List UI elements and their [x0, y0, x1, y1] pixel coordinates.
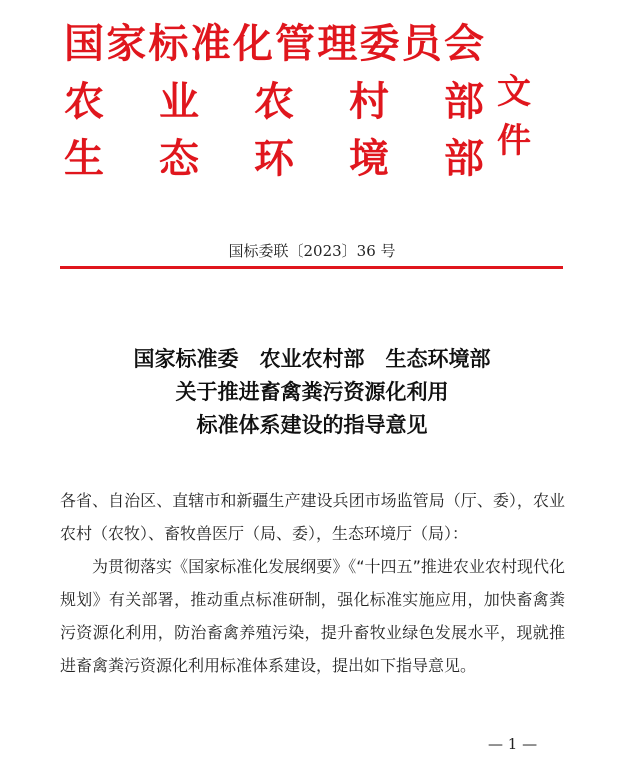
- issuer-char: 理: [317, 19, 358, 67]
- issuer-header: [64, 16, 564, 186]
- issuer-char: 业: [159, 77, 199, 125]
- issuer-line-moa: [64, 74, 484, 125]
- document-number: 国标委联〔2023〕36 号: [228, 242, 396, 260]
- file-label: 文件: [497, 72, 531, 161]
- page-number: — 1 —: [488, 735, 538, 753]
- title-line: 国家标准委 农业农村部 生态环境部: [133, 347, 491, 371]
- issuer-char: 农: [64, 77, 104, 125]
- issuer-line-sac: [64, 16, 484, 67]
- document-title: [0, 343, 624, 442]
- addressee-paragraph: 各省、自治区、直辖市和新疆生产建设兵团市场监管局（厅、委），农业农村（农牧）、畜牧兽医厅（局、委），生态环境厅（局）：: [60, 491, 565, 543]
- issuer-char: 化: [232, 19, 273, 67]
- issuer-char: 环: [254, 134, 294, 182]
- issuer-char: 委: [359, 19, 400, 67]
- issuer-char: 境: [349, 134, 389, 182]
- body-paragraph: 为贯彻落实《国家标准化发展纲要》《“十四五”推进农业农村现代化规划》有关部署，推动重点标准研制，强化标准实施应用，加快畜禽粪污资源化利用，防治畜禽养殖污染，提升畜牧业绿色发展水平，现就推进畜禽粪污资源化利用标准体系建设，提出如下指导意见。: [60, 557, 565, 675]
- issuer-char: 村: [349, 77, 389, 125]
- issuer-char: 态: [159, 134, 199, 182]
- issuer-char: 部: [444, 134, 484, 182]
- issuer-char: 家: [106, 19, 147, 67]
- issuer-char: 部: [444, 77, 484, 125]
- title-line: 关于推进畜禽粪污资源化利用: [175, 380, 449, 404]
- issuer-char: 员: [401, 19, 442, 67]
- issuer-line-mee: [64, 131, 484, 182]
- issuer-char: 生: [64, 134, 104, 182]
- document-body: [60, 484, 565, 682]
- title-line: 标准体系建设的指导意见: [196, 413, 428, 437]
- issuer-char: 会: [443, 19, 484, 67]
- issuer-char: 农: [254, 77, 294, 125]
- issuer-char: 管: [275, 19, 316, 67]
- issuer-char: 标: [148, 19, 189, 67]
- issuer-char: 国: [64, 19, 104, 67]
- issuer-char: 准: [190, 19, 231, 67]
- red-separator-line: [60, 266, 563, 269]
